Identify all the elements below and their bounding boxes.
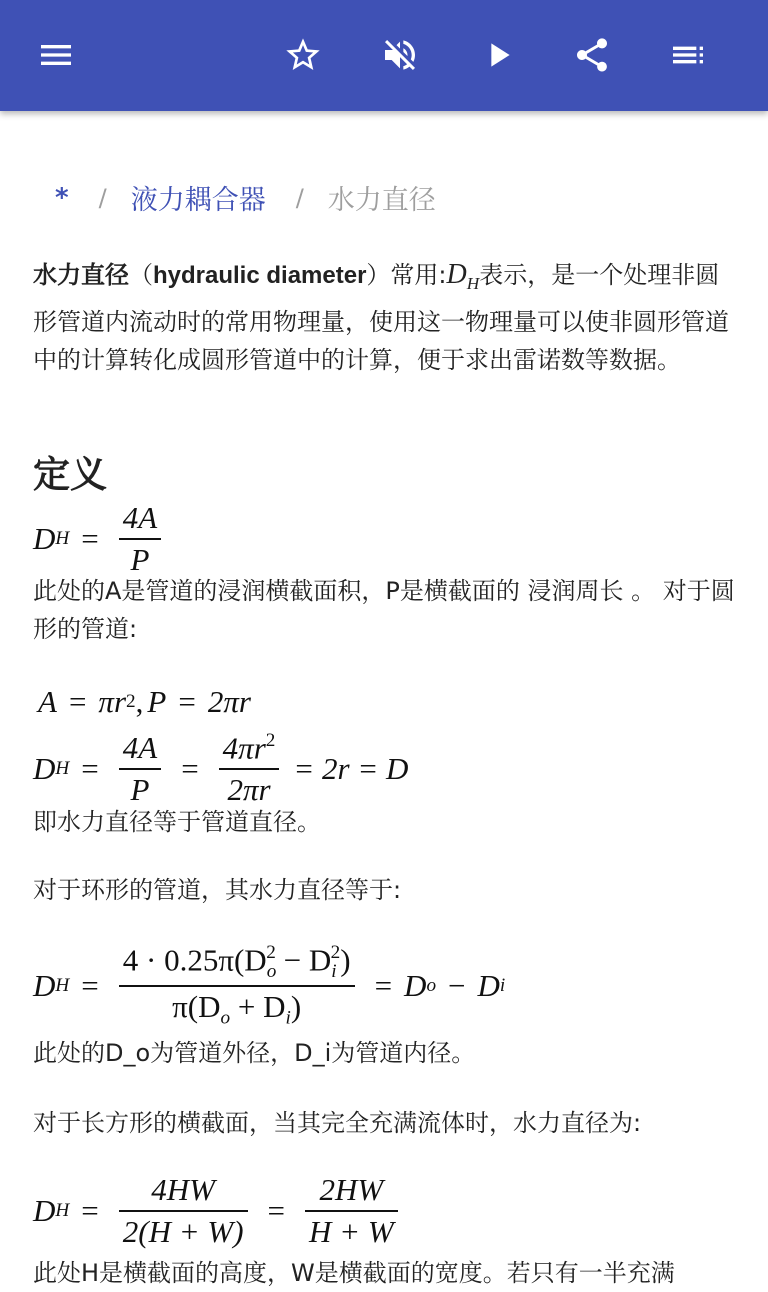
breadcrumb: [55, 178, 436, 217]
intro-text: 常用:: [390, 261, 447, 289]
breadcrumb-home-link[interactable]: *: [55, 182, 69, 213]
paragraph-rectangular-intro: 对于长方形的横截面，当其完全充满流体时，水力直径为:: [33, 1109, 642, 1137]
menu-icon[interactable]: [32, 31, 80, 79]
section-heading-definition: 定义: [33, 453, 107, 496]
formula-annular-dh: D H = $\frac{4 \cdot 0.25\pi(D_o^2 - D_i^2)}{\pi(D_o + D_i)}$ = D o − D i: [33, 942, 506, 1030]
toc-icon[interactable]: [664, 31, 712, 79]
paragraph-equals-diameter: 即水力直径等于管道直径。: [33, 808, 321, 836]
paren-close: ）: [366, 261, 391, 289]
intro-text: 非圆形管道内流动时的常用物理量，使用这一物理量可以使非圆形管道中的计算转化成圆形管道中的计算，便于求出雷诺数等数据。: [33, 261, 729, 375]
paragraph-area-perimeter: 此处的A是管道的浸润横截面积，P是横截面的 浸润周长 。 对于圆形的管道:: [33, 577, 735, 643]
play-icon[interactable]: [474, 31, 522, 79]
intro-term: 水力直径: [33, 261, 129, 289]
breadcrumb-parent-link[interactable]: 液力耦合器: [130, 185, 266, 216]
share-icon[interactable]: [568, 31, 616, 79]
star-icon[interactable]: [279, 31, 327, 79]
app-bar: [0, 0, 768, 111]
intro-paragraph: [33, 256, 738, 379]
volume-off-icon[interactable]: [376, 31, 424, 79]
paragraph-annular-defs: 此处的D_o为管道外径，D_i为管道内径。: [33, 1039, 476, 1067]
breadcrumb-current: 水力直径: [327, 185, 436, 216]
intro-english-term: hydraulic diameter: [153, 262, 367, 289]
formula-rectangular-dh: D H = $\frac{4HW}{2(H + W)}$ = $\frac{2HW}{H + W}$: [33, 1172, 406, 1249]
breadcrumb-separator: /: [295, 183, 304, 212]
formula-circle-dh: D H = $\frac{4A}{P}$ = $\frac{4\pi r^2}{2\pi r}$ = 2r = D: [33, 730, 409, 808]
dh-symbol: $D_H$: [446, 259, 480, 294]
paragraph-annular-intro: 对于环形的管道，其水力直径等于:: [33, 876, 402, 904]
formula-dh-definition: D H = $\frac{4A}{P}$: [33, 500, 169, 577]
breadcrumb-separator: /: [98, 183, 107, 212]
paren-open: （: [129, 261, 153, 289]
intro-text: 表示，是一个处理: [479, 261, 672, 289]
paragraph-rectangular-defs: 此处H是横截面的高度，W是横截面的宽度。若只有一半充满: [33, 1259, 675, 1287]
formula-circle-area-perimeter: A = πr 2 , P = 2πr: [38, 684, 251, 719]
